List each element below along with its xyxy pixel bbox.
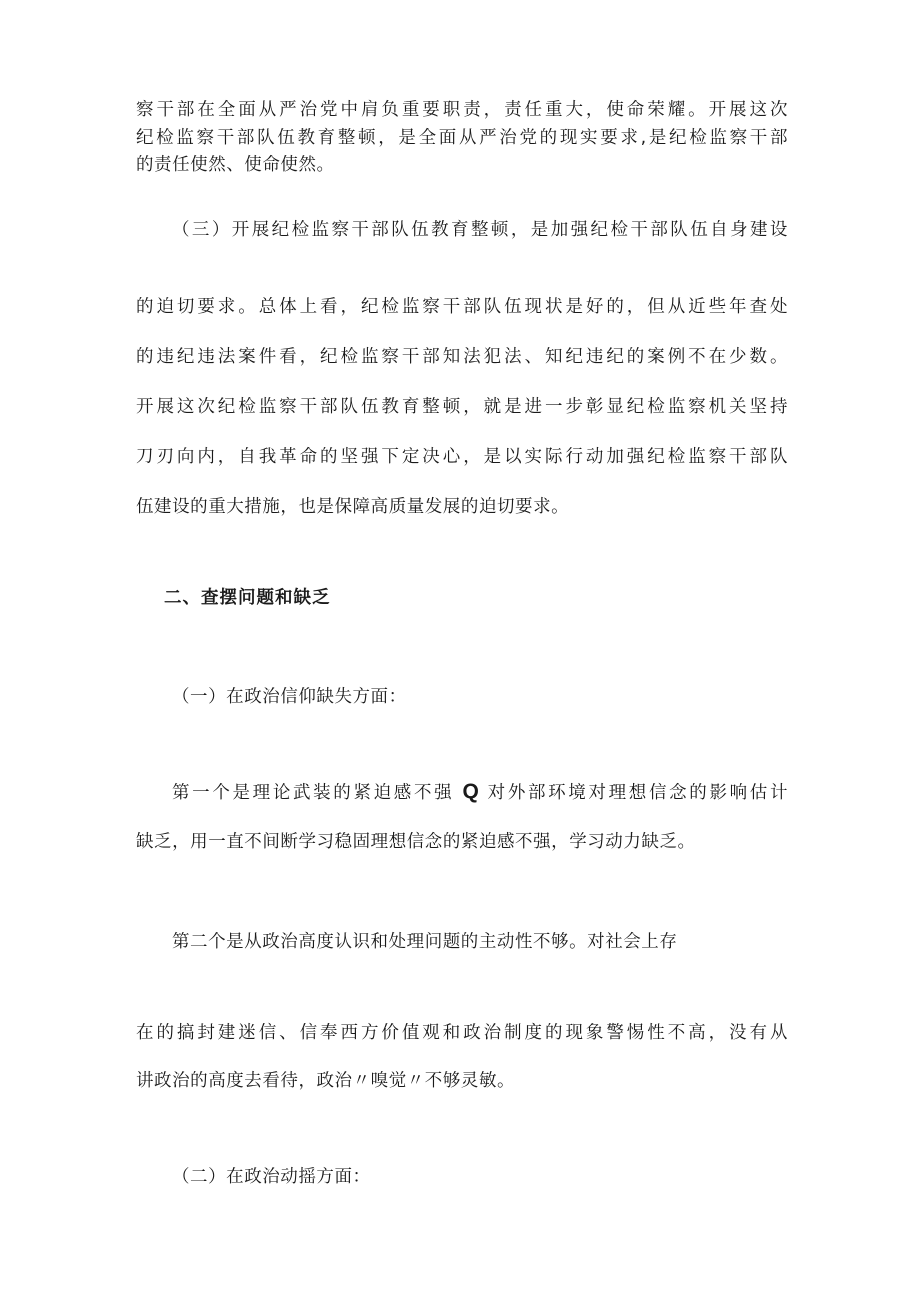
- subsection-two-title: （二）在政治动摇方面：: [172, 1167, 371, 1187]
- intro-paragraph-line-1: 察干部在全面从严治党中肩负重要职责，责任重大，使命荣耀。开展这次: [136, 100, 788, 120]
- item-one-line-2: 缺乏，用一直不间断学习稳固理想信念的紧迫感不强，学习动力缺乏。: [136, 832, 696, 852]
- intro-paragraph-line-2: 纪检监察干部队伍教育整顿，是全面从严治党的现实要求,是纪检监察干部: [136, 128, 788, 148]
- stray-q-mark: Q: [462, 780, 480, 803]
- intro-paragraph-line-3: 的责任使然、使命使然。: [136, 155, 335, 175]
- section-three-line-1: （三）开展纪检监察干部队伍教育整顿，是加强纪检干部队伍自身建设: [172, 220, 788, 240]
- item-two-line-1: 第二个是从政治高度认识和处理问题的主动性不够。对社会上存: [172, 932, 678, 952]
- subsection-one-title: （一）在政治信仰缺失方面：: [172, 687, 407, 707]
- section-three-line-4: 开展这次纪检监察干部队伍教育整顿，就是进一步彰显纪检监察机关坚持: [136, 397, 788, 417]
- item-one-line-1-after: 对外部环境对理想信念的影响估计: [487, 783, 788, 803]
- item-two-line-3: 讲政治的高度去看待，政治〃嗅觉〃不够灵敏。: [136, 1071, 516, 1091]
- section-three-line-3: 的违纪违法案件看，纪检监察干部知法犯法、知纪违纪的案例不在少数。: [136, 347, 788, 367]
- section-heading-two: 二、查摆问题和缺乏: [164, 588, 331, 608]
- section-three-line-2: 的迫切要求。总体上看，纪检监察干部队伍现状是好的，但从近些年查处: [136, 297, 788, 317]
- section-three-line-6: 伍建设的重大措施，也是保障高质量发展的迫切要求。: [136, 497, 570, 517]
- section-three-line-5: 刀刃向内，自我革命的坚强下定决心，是以实际行动加强纪检监察干部队: [136, 447, 788, 467]
- item-one-line-1: [172, 781, 788, 804]
- item-two-line-2: 在的搞封建迷信、信奉西方价值观和政治制度的现象警惕性不高，没有从: [136, 1023, 788, 1043]
- item-one-line-1-before: 第一个是理论武装的紧迫感不强: [172, 783, 455, 803]
